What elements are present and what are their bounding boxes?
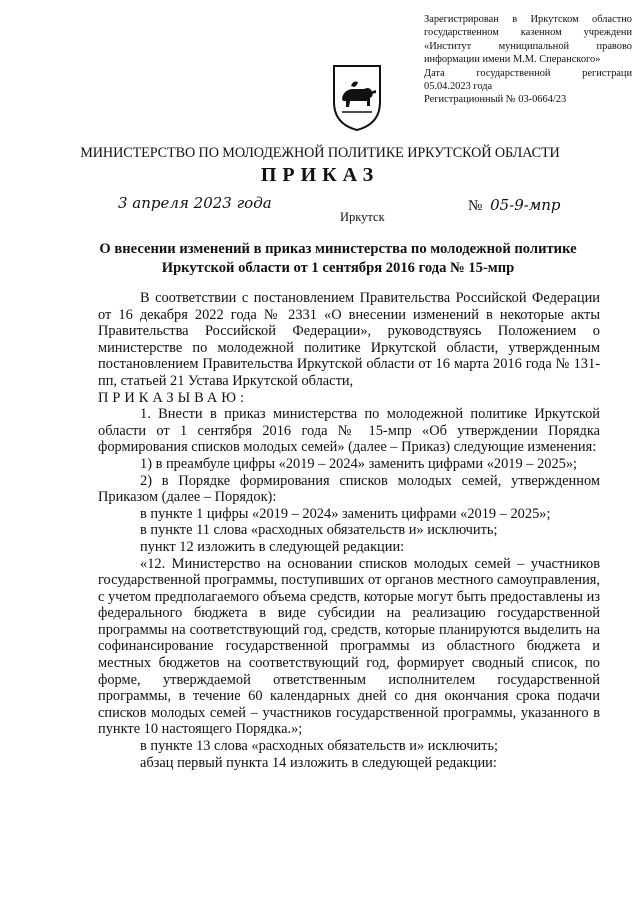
subitem-1: 1) в преамбуле цифры «2019 – 2024» заменить цифрами «2019 – 2025»; — [140, 455, 578, 472]
title-line: О внесении изменений в приказ министерства по молодежной политике — [99, 241, 577, 257]
stamp-line: «Институт муниципальной правово — [424, 40, 632, 52]
item-1: 1. Внести в приказ министерства по молодежной политике Иркутской области от 1 сентября 2016 года № 15-мпр «Об утверждении Порядка формирования списков молодых семей» (далее – Приказ) следующие изменения: — [98, 406, 600, 456]
handwritten-number: 05-9-мпр — [490, 196, 561, 214]
change-line: абзац первый пункта 14 изложить в следующей редакции: — [140, 754, 497, 771]
document-type: ПРИКАЗ — [260, 164, 380, 186]
change-line: в пункте 1 цифры «2019 – 2024» заменить цифрами «2019 – 2025»; — [140, 505, 551, 522]
order-word: ПРИКАЗЫВАЮ: — [98, 389, 249, 406]
title-line: Иркутской области от 1 сентября 2016 года № 15-мпр — [161, 259, 515, 276]
clause-12-text: «12. Министерство на основании списков молодых семей – участников государственной программы, поступивших от органов местного самоуправления, с учетом предполагаемого объема средств, которые могут быть предоставлены из федерального бюджета в виде субсидии на реализацию государственной программы на соответствующий год, средств, которые планируются выделить на софинансирование государственной программы из областного бюджета и местных бюджетов на соответствующий год, формирует сводный список, по форме, утверждаемой ответственным исполнителем государственной программы, в течение 60 календарных дней со дня окончания срока подачи списков молодых семей – участников государственной программы, указанного в пункте 10 настоящего Порядка.»; — [98, 555, 600, 738]
stamp-line: информации имени М.М. Сперанского» — [424, 54, 601, 66]
registration-stamp — [424, 13, 632, 107]
change-line: в пункте 11 слова «расходных обязательств и» исключить; — [140, 522, 498, 539]
order-date — [118, 194, 272, 213]
stamp-line: Регистрационный № 03-0664/23 — [424, 94, 567, 106]
stamp-line: Дата государственной регистраци — [424, 67, 632, 79]
stamp-line: Зарегистрирован в Иркутском областно — [424, 14, 632, 25]
change-line: пункт 12 изложить в следующей редакции: — [140, 538, 405, 555]
stamp-line: государственном казенном учреждени — [424, 27, 632, 39]
stamp-line: 05.04.2023 года — [424, 81, 493, 93]
preamble-paragraph: В соответствии с постановлением Правительства Российской Федерации от 16 декабря 2022 года № 2331 «О внесении изменений в некоторые акты Правительства Российской Федерации», руководствуясь Положением о министерстве по молодежной политике Иркутской области, утвержденным постановлением Правительства Иркутской области от 16 марта 2016 года № 131-пп, статьей 21 Устава Иркутской области, — [98, 290, 600, 389]
order-body — [98, 290, 600, 771]
handwritten-date: 3 апреля 2023 года — [118, 194, 272, 212]
order-title — [78, 240, 598, 277]
order-number — [468, 196, 561, 215]
subitem-2: 2) в Порядке формирования списков молодых семей, утвержденном Приказом (далее – Порядок): — [98, 472, 600, 506]
ministry-name: МИНИСТЕРСТВО ПО МОЛОДЕЖНОЙ ПОЛИТИКЕ ИРКУТСКОЙ ОБЛАСТИ — [80, 145, 560, 161]
change-line: в пункте 13 слова «расходных обязательств и» исключить; — [140, 738, 499, 755]
city: Иркутск — [340, 210, 385, 224]
irkutsk-coat-of-arms-icon — [330, 62, 384, 132]
number-sign: № — [468, 198, 483, 214]
